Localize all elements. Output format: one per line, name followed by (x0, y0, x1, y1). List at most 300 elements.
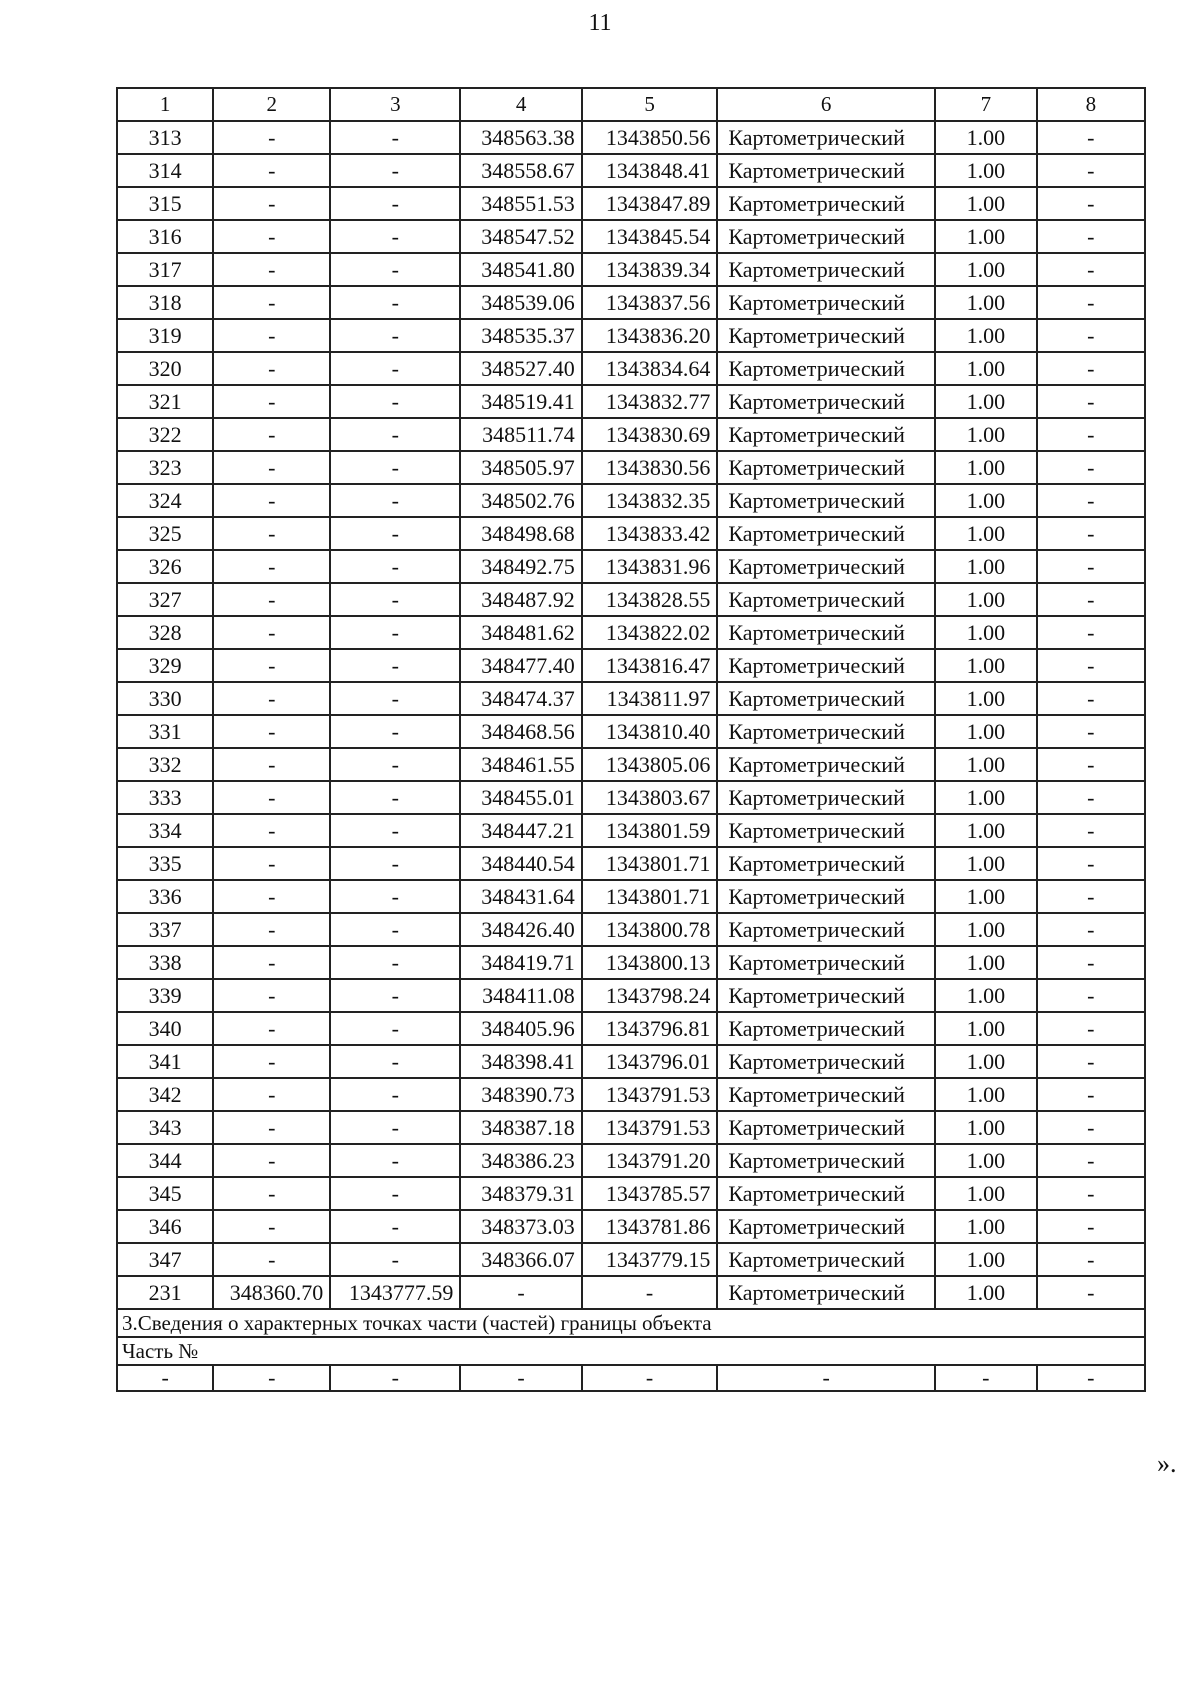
cell-method: Картометрический (717, 319, 935, 352)
cell-method: Картометрический (717, 616, 935, 649)
cell-method: Картометрический (717, 946, 935, 979)
cell-description: - (1037, 682, 1145, 715)
table-row (117, 1243, 1145, 1276)
table-row (117, 1210, 1145, 1243)
cell-point-number: 341 (117, 1045, 213, 1078)
empty-cell: - (1037, 1365, 1145, 1391)
cell-new-y: 1343834.64 (582, 352, 718, 385)
cell-description: - (1037, 1144, 1145, 1177)
table-row (117, 385, 1145, 418)
cell-old-x: - (213, 979, 330, 1012)
cell-accuracy: 1.00 (935, 880, 1037, 913)
table-row (117, 847, 1145, 880)
empty-cell: - (330, 1365, 460, 1391)
cell-new-y: 1343791.53 (582, 1111, 718, 1144)
cell-old-y: - (330, 1111, 460, 1144)
table-row (117, 154, 1145, 187)
cell-description: - (1037, 880, 1145, 913)
cell-old-y: - (330, 1177, 460, 1210)
cell-old-y: - (330, 220, 460, 253)
cell-accuracy: 1.00 (935, 484, 1037, 517)
cell-new-x: 348511.74 (460, 418, 581, 451)
table-row (117, 649, 1145, 682)
cell-old-y: - (330, 121, 460, 154)
cell-accuracy: 1.00 (935, 715, 1037, 748)
cell-new-x: 348440.54 (460, 847, 581, 880)
header-cell-6: 6 (717, 88, 935, 121)
cell-method: Картометрический (717, 781, 935, 814)
cell-old-x: - (213, 1210, 330, 1243)
part-label: Часть № (117, 1337, 1145, 1365)
cell-new-x: 348487.92 (460, 583, 581, 616)
cell-new-x: 348426.40 (460, 913, 581, 946)
cell-old-x: - (213, 1111, 330, 1144)
cell-new-y: 1343848.41 (582, 154, 718, 187)
cell-method: Картометрический (717, 352, 935, 385)
table-row (117, 418, 1145, 451)
cell-accuracy: 1.00 (935, 1276, 1037, 1309)
cell-method: Картометрический (717, 484, 935, 517)
table-row (117, 880, 1145, 913)
cell-point-number: 320 (117, 352, 213, 385)
cell-accuracy: 1.00 (935, 649, 1037, 682)
cell-new-y: 1343847.89 (582, 187, 718, 220)
cell-new-x: 348390.73 (460, 1078, 581, 1111)
cell-new-x: 348481.62 (460, 616, 581, 649)
cell-old-y: - (330, 418, 460, 451)
header-cell-1: 1 (117, 88, 213, 121)
cell-point-number: 340 (117, 1012, 213, 1045)
empty-cell: - (582, 1365, 718, 1391)
cell-old-y: - (330, 451, 460, 484)
cell-accuracy: 1.00 (935, 913, 1037, 946)
cell-old-x: - (213, 1078, 330, 1111)
empty-cell: - (213, 1365, 330, 1391)
cell-old-y: - (330, 979, 460, 1012)
cell-new-x: 348387.18 (460, 1111, 581, 1144)
cell-old-x: - (213, 583, 330, 616)
cell-new-x: 348405.96 (460, 1012, 581, 1045)
cell-old-y: - (330, 880, 460, 913)
cell-old-x: - (213, 418, 330, 451)
empty-cell: - (717, 1365, 935, 1391)
cell-method: Картометрический (717, 748, 935, 781)
cell-accuracy: 1.00 (935, 1144, 1037, 1177)
cell-new-x: 348461.55 (460, 748, 581, 781)
cell-new-x: 348539.06 (460, 286, 581, 319)
cell-accuracy: 1.00 (935, 946, 1037, 979)
table-row (117, 715, 1145, 748)
cell-method: Картометрический (717, 1276, 935, 1309)
table-row (117, 682, 1145, 715)
cell-old-y: - (330, 352, 460, 385)
part-label-row (117, 1337, 1145, 1365)
cell-description: - (1037, 649, 1145, 682)
cell-new-y: 1343796.01 (582, 1045, 718, 1078)
cell-new-x: 348502.76 (460, 484, 581, 517)
cell-method: Картометрический (717, 451, 935, 484)
cell-new-x: 348468.56 (460, 715, 581, 748)
cell-description: - (1037, 385, 1145, 418)
cell-old-y: - (330, 319, 460, 352)
cell-old-y: - (330, 253, 460, 286)
closing-quote: ». (1157, 1449, 1177, 1478)
cell-accuracy: 1.00 (935, 616, 1037, 649)
cell-point-number: 325 (117, 517, 213, 550)
cell-method: Картометрический (717, 583, 935, 616)
cell-new-y: 1343801.59 (582, 814, 718, 847)
table-row (117, 187, 1145, 220)
cell-new-x: 348419.71 (460, 946, 581, 979)
cell-new-y: 1343831.96 (582, 550, 718, 583)
table-row (117, 748, 1145, 781)
table-row (117, 1111, 1145, 1144)
cell-new-x: 348398.41 (460, 1045, 581, 1078)
cell-point-number: 315 (117, 187, 213, 220)
cell-old-y: - (330, 1045, 460, 1078)
cell-method: Картометрический (717, 550, 935, 583)
cell-old-y: - (330, 748, 460, 781)
cell-description: - (1037, 1111, 1145, 1144)
cell-new-x: 348492.75 (460, 550, 581, 583)
cell-new-x: - (460, 1276, 581, 1309)
cell-new-y: 1343805.06 (582, 748, 718, 781)
cell-description: - (1037, 1177, 1145, 1210)
table-row (117, 781, 1145, 814)
table-row (117, 814, 1145, 847)
cell-old-y: - (330, 649, 460, 682)
cell-new-y: 1343801.71 (582, 880, 718, 913)
table-row (117, 352, 1145, 385)
cell-new-y: 1343833.42 (582, 517, 718, 550)
cell-new-y: 1343810.40 (582, 715, 718, 748)
cell-new-x: 348498.68 (460, 517, 581, 550)
cell-old-x: - (213, 715, 330, 748)
table-row (117, 1078, 1145, 1111)
cell-method: Картометрический (717, 715, 935, 748)
cell-accuracy: 1.00 (935, 847, 1037, 880)
cell-old-x: - (213, 682, 330, 715)
cell-description: - (1037, 550, 1145, 583)
cell-method: Картометрический (717, 1210, 935, 1243)
cell-point-number: 347 (117, 1243, 213, 1276)
header-cell-7: 7 (935, 88, 1037, 121)
cell-description: - (1037, 913, 1145, 946)
cell-new-y: 1343845.54 (582, 220, 718, 253)
cell-old-x: - (213, 1012, 330, 1045)
cell-method: Картометрический (717, 979, 935, 1012)
cell-old-x: - (213, 451, 330, 484)
cell-description: - (1037, 253, 1145, 286)
table-row (117, 1177, 1145, 1210)
cell-point-number: 324 (117, 484, 213, 517)
cell-method: Картометрический (717, 649, 935, 682)
cell-old-x: - (213, 814, 330, 847)
cell-point-number: 344 (117, 1144, 213, 1177)
cell-old-x: - (213, 781, 330, 814)
cell-accuracy: 1.00 (935, 286, 1037, 319)
cell-accuracy: 1.00 (935, 253, 1037, 286)
cell-method: Картометрический (717, 1144, 935, 1177)
cell-new-y: - (582, 1276, 718, 1309)
section-title-row (117, 1309, 1145, 1337)
cell-point-number: 345 (117, 1177, 213, 1210)
table-row (117, 979, 1145, 1012)
cell-description: - (1037, 154, 1145, 187)
cell-description: - (1037, 979, 1145, 1012)
cell-new-y: 1343811.97 (582, 682, 718, 715)
cell-new-x: 348474.37 (460, 682, 581, 715)
cell-description: - (1037, 781, 1145, 814)
cell-method: Картометрический (717, 253, 935, 286)
cell-description: - (1037, 1243, 1145, 1276)
cell-accuracy: 1.00 (935, 550, 1037, 583)
cell-old-y: - (330, 847, 460, 880)
cell-old-x: - (213, 1144, 330, 1177)
cell-description: - (1037, 220, 1145, 253)
cell-old-x: - (213, 1177, 330, 1210)
empty-cell: - (117, 1365, 213, 1391)
table-row (117, 550, 1145, 583)
cell-old-x: - (213, 154, 330, 187)
cell-method: Картометрический (717, 1243, 935, 1276)
cell-description: - (1037, 847, 1145, 880)
cell-new-x: 348379.31 (460, 1177, 581, 1210)
cell-method: Картометрический (717, 121, 935, 154)
cell-new-y: 1343816.47 (582, 649, 718, 682)
cell-description: - (1037, 121, 1145, 154)
cell-old-y: - (330, 187, 460, 220)
table-row (117, 583, 1145, 616)
cell-accuracy: 1.00 (935, 979, 1037, 1012)
cell-old-x: - (213, 748, 330, 781)
cell-new-y: 1343850.56 (582, 121, 718, 154)
cell-new-x: 348541.80 (460, 253, 581, 286)
cell-point-number: 316 (117, 220, 213, 253)
cell-new-y: 1343830.69 (582, 418, 718, 451)
cell-accuracy: 1.00 (935, 781, 1037, 814)
cell-method: Картометрический (717, 880, 935, 913)
cell-point-number: 343 (117, 1111, 213, 1144)
cell-old-y: - (330, 484, 460, 517)
cell-old-x: - (213, 187, 330, 220)
cell-method: Картометрический (717, 154, 935, 187)
cell-new-y: 1343798.24 (582, 979, 718, 1012)
cell-accuracy: 1.00 (935, 121, 1037, 154)
cell-point-number: 342 (117, 1078, 213, 1111)
cell-old-x: - (213, 220, 330, 253)
cell-method: Картометрический (717, 1111, 935, 1144)
cell-accuracy: 1.00 (935, 1078, 1037, 1111)
cell-new-x: 348455.01 (460, 781, 581, 814)
cell-point-number: 335 (117, 847, 213, 880)
cell-description: - (1037, 418, 1145, 451)
cell-accuracy: 1.00 (935, 418, 1037, 451)
cell-accuracy: 1.00 (935, 220, 1037, 253)
cell-accuracy: 1.00 (935, 352, 1037, 385)
cell-method: Картометрический (717, 517, 935, 550)
cell-new-y: 1343781.86 (582, 1210, 718, 1243)
cell-point-number: 336 (117, 880, 213, 913)
cell-old-x: - (213, 880, 330, 913)
cell-accuracy: 1.00 (935, 682, 1037, 715)
cell-point-number: 322 (117, 418, 213, 451)
cell-new-y: 1343830.56 (582, 451, 718, 484)
cell-old-y: - (330, 616, 460, 649)
cell-old-x: - (213, 319, 330, 352)
empty-cell: - (460, 1365, 581, 1391)
table-row (117, 517, 1145, 550)
cell-accuracy: 1.00 (935, 154, 1037, 187)
cell-accuracy: 1.00 (935, 748, 1037, 781)
cell-method: Картометрический (717, 1045, 935, 1078)
header-cell-4: 4 (460, 88, 581, 121)
table-row (117, 121, 1145, 154)
section-title: 3.Сведения о характерных точках части (частей) границы объекта (117, 1309, 1145, 1337)
cell-point-number: 333 (117, 781, 213, 814)
cell-point-number: 331 (117, 715, 213, 748)
cell-old-x: - (213, 253, 330, 286)
cell-old-x: - (213, 847, 330, 880)
cell-old-x: - (213, 550, 330, 583)
cell-method: Картометрический (717, 682, 935, 715)
table-row (117, 220, 1145, 253)
table-row (117, 319, 1145, 352)
cell-new-x: 348505.97 (460, 451, 581, 484)
cell-point-number: 346 (117, 1210, 213, 1243)
cell-description: - (1037, 319, 1145, 352)
cell-point-number: 314 (117, 154, 213, 187)
cell-description: - (1037, 748, 1145, 781)
cell-old-y: - (330, 583, 460, 616)
cell-description: - (1037, 286, 1145, 319)
cell-new-y: 1343822.02 (582, 616, 718, 649)
cell-old-y: 1343777.59 (330, 1276, 460, 1309)
cell-old-y: - (330, 1012, 460, 1045)
cell-new-x: 348411.08 (460, 979, 581, 1012)
cell-accuracy: 1.00 (935, 1012, 1037, 1045)
empty-row (117, 1365, 1145, 1391)
cell-point-number: 231 (117, 1276, 213, 1309)
cell-old-x: - (213, 946, 330, 979)
cell-new-x: 348551.53 (460, 187, 581, 220)
cell-new-y: 1343839.34 (582, 253, 718, 286)
table-body (117, 88, 1145, 1391)
cell-new-y: 1343800.13 (582, 946, 718, 979)
table-row (117, 913, 1145, 946)
cell-old-x: - (213, 352, 330, 385)
cell-method: Картометрический (717, 385, 935, 418)
cell-old-y: - (330, 286, 460, 319)
cell-method: Картометрический (717, 913, 935, 946)
cell-point-number: 317 (117, 253, 213, 286)
cell-description: - (1037, 946, 1145, 979)
cell-accuracy: 1.00 (935, 1111, 1037, 1144)
cell-new-x: 348558.67 (460, 154, 581, 187)
cell-accuracy: 1.00 (935, 1177, 1037, 1210)
cell-old-y: - (330, 385, 460, 418)
cell-point-number: 321 (117, 385, 213, 418)
cell-old-x: - (213, 286, 330, 319)
cell-accuracy: 1.00 (935, 517, 1037, 550)
cell-old-x: - (213, 484, 330, 517)
header-cell-3: 3 (330, 88, 460, 121)
cell-new-y: 1343800.78 (582, 913, 718, 946)
cell-old-x: 348360.70 (213, 1276, 330, 1309)
cell-description: - (1037, 187, 1145, 220)
cell-new-y: 1343801.71 (582, 847, 718, 880)
cell-new-y: 1343837.56 (582, 286, 718, 319)
cell-accuracy: 1.00 (935, 187, 1037, 220)
cell-method: Картометрический (717, 814, 935, 847)
cell-new-y: 1343832.77 (582, 385, 718, 418)
cell-accuracy: 1.00 (935, 385, 1037, 418)
cell-point-number: 327 (117, 583, 213, 616)
table-row (117, 451, 1145, 484)
cell-description: - (1037, 1045, 1145, 1078)
cell-new-x: 348447.21 (460, 814, 581, 847)
cell-new-y: 1343828.55 (582, 583, 718, 616)
cell-description: - (1037, 1012, 1145, 1045)
cell-method: Картометрический (717, 1078, 935, 1111)
cell-accuracy: 1.00 (935, 319, 1037, 352)
cell-point-number: 323 (117, 451, 213, 484)
cell-old-x: - (213, 649, 330, 682)
cell-point-number: 328 (117, 616, 213, 649)
cell-point-number: 339 (117, 979, 213, 1012)
cell-description: - (1037, 583, 1145, 616)
cell-description: - (1037, 715, 1145, 748)
table-header-row (117, 88, 1145, 121)
cell-new-x: 348366.07 (460, 1243, 581, 1276)
page-number: 11 (588, 10, 612, 36)
cell-old-y: - (330, 913, 460, 946)
cell-new-x: 348431.64 (460, 880, 581, 913)
cell-old-y: - (330, 550, 460, 583)
cell-description: - (1037, 517, 1145, 550)
cell-accuracy: 1.00 (935, 451, 1037, 484)
cell-description: - (1037, 616, 1145, 649)
cell-method: Картометрический (717, 220, 935, 253)
cell-accuracy: 1.00 (935, 1045, 1037, 1078)
cell-description: - (1037, 1210, 1145, 1243)
cell-new-x: 348373.03 (460, 1210, 581, 1243)
cell-old-x: - (213, 1243, 330, 1276)
cell-new-y: 1343785.57 (582, 1177, 718, 1210)
cell-point-number: 337 (117, 913, 213, 946)
cell-point-number: 329 (117, 649, 213, 682)
cell-method: Картометрический (717, 1177, 935, 1210)
table-row (117, 946, 1145, 979)
cell-old-y: - (330, 946, 460, 979)
cell-old-x: - (213, 616, 330, 649)
cell-new-y: 1343791.20 (582, 1144, 718, 1177)
cell-old-x: - (213, 121, 330, 154)
cell-new-x: 348477.40 (460, 649, 581, 682)
cell-point-number: 318 (117, 286, 213, 319)
cell-old-x: - (213, 1045, 330, 1078)
cell-method: Картометрический (717, 286, 935, 319)
cell-old-y: - (330, 517, 460, 550)
cell-new-x: 348386.23 (460, 1144, 581, 1177)
cell-new-x: 348535.37 (460, 319, 581, 352)
cell-old-y: - (330, 682, 460, 715)
cell-old-y: - (330, 715, 460, 748)
cell-old-y: - (330, 154, 460, 187)
cell-old-x: - (213, 385, 330, 418)
cell-accuracy: 1.00 (935, 814, 1037, 847)
cell-point-number: 334 (117, 814, 213, 847)
